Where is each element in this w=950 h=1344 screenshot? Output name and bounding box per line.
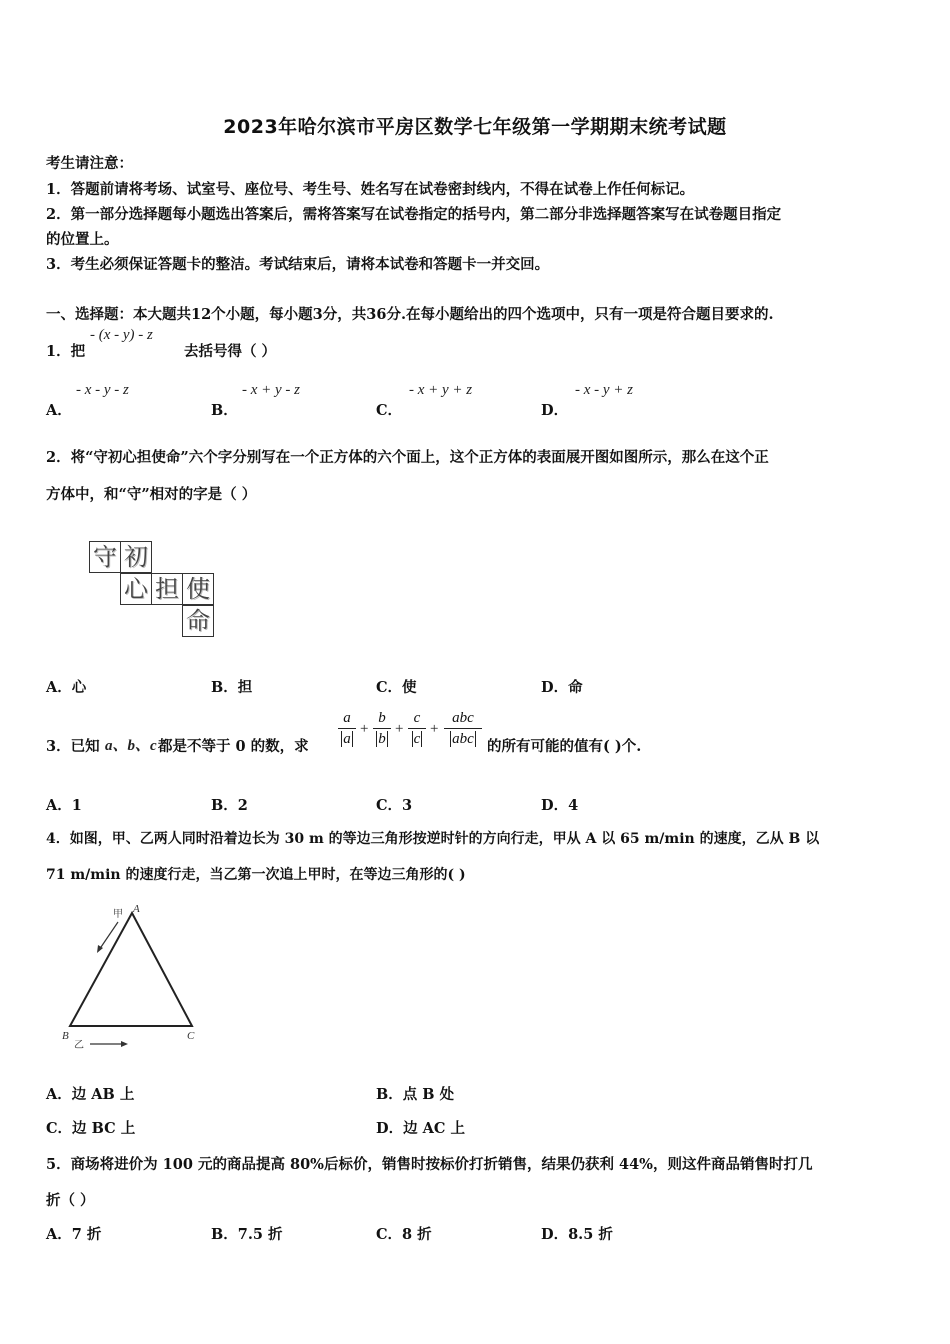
- net-face-chu: 初: [120, 541, 152, 573]
- q4-option-c: C．边 BC 上: [46, 1120, 136, 1137]
- q3-mid: 都是不等于 0 的数，求: [158, 738, 309, 755]
- q3-frac-abc-num: abc: [452, 710, 474, 726]
- q3-frac-b-den: b: [378, 731, 386, 747]
- q2-option-b: B．担: [211, 679, 253, 696]
- q1-expression: - (x - y) - z: [90, 327, 153, 343]
- q4-option-b: B．点 B 处: [376, 1086, 455, 1103]
- page-title: 2023年哈尔滨市平房区数学七年级第一学期期末统考试题: [223, 116, 727, 138]
- q3-frac-c-num: c: [413, 710, 421, 726]
- notice-item-3: 3．考生必须保证答题卡的整洁。考试结束后，请将本试卷和答题卡一并交回。: [46, 256, 550, 273]
- net-face-ming: 命: [182, 605, 214, 637]
- q3-plus-3: +: [430, 721, 439, 737]
- q3-fraction-b: [373, 709, 391, 748]
- q3-suffix: 的所有可能的值有( )个.: [487, 738, 642, 755]
- q4-option-d: D．边 AC 上: [376, 1120, 465, 1137]
- q1-option-c-expr: - x + y + z: [409, 382, 473, 398]
- q3-frac-a-num: a: [343, 710, 351, 726]
- q3-option-b: B．2: [211, 797, 248, 814]
- vertex-a-label: A: [133, 903, 140, 915]
- q3-fraction-c: [408, 709, 426, 748]
- q1-option-d-label: D．: [541, 402, 569, 419]
- q3-plus-2: +: [395, 721, 404, 737]
- q5-option-a: A．7 折: [46, 1226, 102, 1243]
- q3-variables: a、b、c: [105, 738, 157, 754]
- vertex-c-label: C: [187, 1030, 195, 1042]
- yi-label: 乙: [74, 1040, 84, 1051]
- q3-frac-abc-den: abc: [452, 731, 474, 747]
- q5-line-2: 折（ ）: [46, 1192, 95, 1209]
- q3-frac-c-den: c: [413, 731, 421, 747]
- q3-plus-1: +: [360, 721, 369, 737]
- q1-option-a-label: A．: [46, 402, 72, 419]
- q3-fraction-a: [338, 709, 356, 748]
- q5-line-1: 5．商场将进价为 100 元的商品提高 80%后标价，销售时按标价打折销售，结果仍获利 44%，则这件商品销售时打几: [46, 1156, 813, 1173]
- q3-prefix: 3．已知: [46, 738, 100, 755]
- q1-prefix: 1．把: [46, 343, 86, 360]
- q3-frac-b-num: b: [378, 710, 386, 726]
- q1-option-b-expr: - x + y - z: [242, 382, 301, 398]
- q2-line-1: 2．将“守初心担使命”六个字分别写在一个正方体的六个面上，这个正方体的表面展开图如图所示，那么在这个正: [46, 449, 769, 466]
- q4-line-2: 71 m/min 的速度行走，当乙第一次追上甲时，在等边三角形的( ): [46, 867, 466, 883]
- net-face-dan: 担: [151, 573, 183, 605]
- triangle-figure: [52, 900, 212, 1056]
- equilateral-triangle: [70, 913, 192, 1026]
- q2-line-2: 方体中，和“守”相对的字是（ ）: [46, 486, 257, 503]
- net-face-shi: 使: [182, 573, 214, 605]
- vertex-b-label: B: [62, 1030, 69, 1042]
- q5-option-d: D．8.5 折: [541, 1226, 613, 1243]
- q1-option-b-label: B．: [211, 402, 238, 419]
- notice-item-1: 1．答题前请将考场、试室号、座位号、考生号、姓名写在试卷密封线内，不得在试卷上作任何标记。: [46, 181, 695, 198]
- jia-direction-arrow: [99, 922, 118, 950]
- q1-option-c-label: C．: [376, 402, 403, 419]
- q3-frac-a-den: a: [343, 731, 351, 747]
- jia-label: 甲: [113, 909, 123, 920]
- notice-item-2-cont: 的位置上。: [46, 231, 119, 248]
- q1-option-a-expr: - x - y - z: [76, 382, 129, 398]
- section-heading: 一、选择题：本大题共12个小题，每小题3分，共36分.在每小题给出的四个选项中，只有一项是符合题目要求的.: [46, 306, 774, 323]
- q4-line-1: 4．如图，甲、乙两人同时沿着边长为 30 m 的等边三角形按逆时针的方向行走，甲从 A 以 65 m/min 的速度，乙从 B 以: [46, 831, 820, 847]
- q5-option-c: C．8 折: [376, 1226, 432, 1243]
- q2-option-a: A．心: [46, 679, 87, 696]
- q1-suffix: 去括号得（ ）: [184, 343, 277, 360]
- q4-option-a: A．边 AB 上: [46, 1086, 135, 1103]
- notice-item-2: 2．第一部分选择题每小题选出答案后，需将答案写在试卷指定的括号内，第二部分非选择题答案写在试卷题目指定: [46, 206, 782, 223]
- q1-option-d-expr: - x - y + z: [575, 382, 634, 398]
- net-face-shou: 守: [89, 541, 121, 573]
- q3-option-c: C．3: [376, 797, 413, 814]
- q2-option-c: C．使: [376, 679, 417, 696]
- cube-net-figure: [89, 541, 224, 641]
- q3-fraction-abc: [444, 709, 482, 748]
- q5-option-b: B．7.5 折: [211, 1226, 283, 1243]
- q3-option-a: A．1: [46, 797, 82, 814]
- net-face-xin: 心: [120, 573, 152, 605]
- yi-arrowhead: [121, 1041, 128, 1047]
- notice-heading: 考生请注意：: [46, 155, 133, 172]
- q2-option-d: D．命: [541, 679, 583, 696]
- q3-option-d: D．4: [541, 797, 579, 814]
